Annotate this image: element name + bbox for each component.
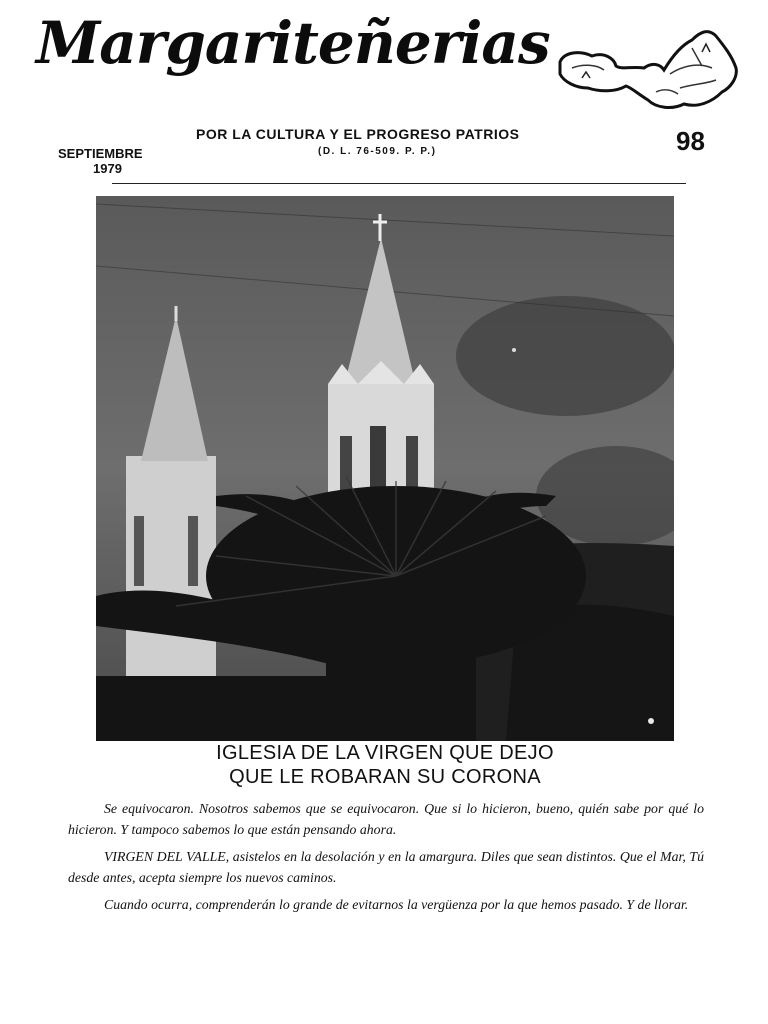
island-map-icon — [552, 22, 742, 114]
masthead-slogan: POR LA CULTURA Y EL PROGRESO PATRIOS — [196, 126, 520, 142]
header-divider — [112, 183, 686, 184]
masthead-title: Margariteñerias — [36, 9, 550, 77]
headline-line-2: QUE LE ROBARAN SU CORONA — [229, 766, 541, 788]
article-body — [68, 798, 704, 921]
legal-deposit: (D. L. 76-509. P. P.) — [318, 146, 437, 157]
issue-month: SEPTIEMBRE — [58, 146, 143, 161]
church-photo — [96, 196, 674, 741]
article-paragraph-3: Cuando ocurra, comprenderán lo grande de evitarnos la vergüenza por la que hemos pasado. Y de llorar. — [104, 897, 689, 912]
issue-number: 98 — [676, 126, 705, 156]
article-paragraph-1: Se equivocaron. Nosotros sabemos que se equivocaron. Que si lo hicieron, bueno, quién sabe por qué lo hicieron. Y tampoco sabemos lo que están pensando ahora. — [68, 801, 704, 837]
headline — [100, 741, 670, 789]
issue-year: 1979 — [93, 161, 122, 176]
article-paragraph-2: VIRGEN DEL VALLE, asistelos en la desolación y en la amargura. Diles que sean distintos. Que el Mar, Tú desde antes, acepta siempre los nuevos caminos. — [68, 849, 704, 885]
headline-line-1: IGLESIA DE LA VIRGEN QUE DEJO — [216, 742, 554, 764]
